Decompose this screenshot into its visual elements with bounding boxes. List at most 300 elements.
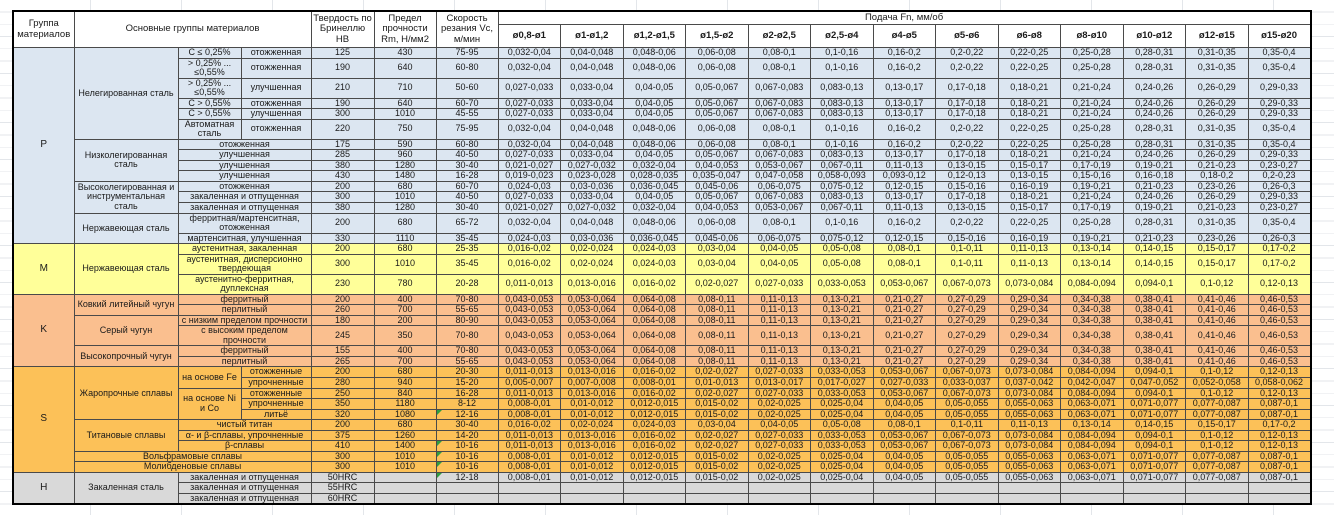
material-group-cell[interactable]: Молибденовые сплавы bbox=[74, 462, 311, 473]
subgroup-cell[interactable]: отожженная bbox=[178, 139, 311, 150]
feed-cell[interactable]: 0,08-0,11 bbox=[686, 305, 749, 316]
feed-cell[interactable]: 0,013-0,016 bbox=[561, 367, 624, 378]
feed-cell[interactable] bbox=[623, 483, 686, 494]
speed-cell[interactable]: 16-28 bbox=[436, 388, 498, 399]
feed-cell[interactable]: 0,077-0,087 bbox=[1186, 472, 1249, 483]
feed-cell[interactable]: 0,087-0,1 bbox=[1248, 472, 1311, 483]
subgroup-cell[interactable]: ферритная/мартенситная, отожженная bbox=[178, 213, 311, 233]
feed-cell[interactable]: 0,027-0,033 bbox=[498, 109, 561, 120]
feed-cell[interactable]: 0,21-0,23 bbox=[1186, 160, 1249, 171]
hardness-cell[interactable]: 300 bbox=[311, 462, 374, 473]
condition-cell[interactable]: отожженная bbox=[241, 48, 311, 59]
feed-cell[interactable]: 0,033-0,037 bbox=[936, 378, 999, 389]
feed-cell[interactable]: 0,1-0,16 bbox=[811, 139, 874, 150]
feed-cell[interactable]: 0,14-0,15 bbox=[1123, 420, 1186, 431]
feed-cell[interactable]: 0,048-0,06 bbox=[623, 58, 686, 78]
condition-cell[interactable]: упрочненные bbox=[241, 399, 311, 410]
hardness-cell[interactable]: 250 bbox=[311, 388, 374, 399]
feed-cell[interactable]: 0,043-0,053 bbox=[498, 346, 561, 357]
material-group-cell[interactable]: Ковкий литейный чугун bbox=[74, 294, 178, 315]
hardness-cell[interactable]: 50HRC bbox=[311, 472, 374, 483]
feed-cell[interactable]: 0,043-0,053 bbox=[498, 326, 561, 346]
feed-cell[interactable]: 0,38-0,41 bbox=[1123, 326, 1186, 346]
feed-cell[interactable]: 0,083-0,13 bbox=[811, 78, 874, 98]
feed-cell[interactable]: 0,013-0,016 bbox=[561, 441, 624, 452]
feed-cell[interactable]: 0,27-0,29 bbox=[936, 315, 999, 326]
material-group-cell[interactable]: Жаропрочные сплавы bbox=[74, 367, 178, 420]
strength-cell[interactable]: 700 bbox=[374, 305, 436, 316]
feed-cell[interactable]: 0,019-0,023 bbox=[498, 171, 561, 182]
feed-cell[interactable]: 0,12-0,13 bbox=[1248, 388, 1311, 399]
feed-cell[interactable]: 0,02-0,027 bbox=[686, 430, 749, 441]
subgroup-cell[interactable]: Автоматная сталь bbox=[178, 119, 241, 139]
feed-cell[interactable]: 0,23-0,27 bbox=[1248, 202, 1311, 213]
speed-cell[interactable]: 60-70 bbox=[436, 181, 498, 192]
material-group-cell[interactable]: Высокопрочный чугун bbox=[74, 346, 178, 367]
strength-cell[interactable]: 1280 bbox=[374, 202, 436, 213]
speed-cell[interactable]: 70-80 bbox=[436, 326, 498, 346]
feed-cell[interactable]: 0,29-0,34 bbox=[998, 294, 1061, 305]
feed-cell[interactable]: 0,24-0,26 bbox=[1123, 192, 1186, 203]
feed-cell[interactable]: 0,05-0,055 bbox=[936, 472, 999, 483]
feed-cell[interactable]: 0,067-0,073 bbox=[936, 430, 999, 441]
feed-cell[interactable]: 0,08-0,11 bbox=[686, 326, 749, 346]
subgroup-cell[interactable]: закаленная и отпущенная bbox=[178, 483, 311, 494]
feed-cell[interactable]: 0,016-0,02 bbox=[498, 254, 561, 274]
feed-cell[interactable]: 0,073-0,084 bbox=[998, 367, 1061, 378]
subgroup-cell[interactable]: мартенситная, улучшенная bbox=[178, 233, 311, 244]
feed-cell[interactable]: 0,015-0,02 bbox=[686, 472, 749, 483]
feed-cell[interactable]: 0,2-0,22 bbox=[936, 139, 999, 150]
feed-cell[interactable]: 0,17-0,2 bbox=[1248, 254, 1311, 274]
subgroup-cell[interactable]: α- и β-сплавы, упрочненные bbox=[178, 430, 311, 441]
feed-cell[interactable]: 0,13-0,21 bbox=[811, 294, 874, 305]
feed-cell[interactable]: 0,03-0,04 bbox=[686, 254, 749, 274]
feed-cell[interactable]: 0,077-0,087 bbox=[1186, 399, 1249, 410]
feed-cell[interactable]: 0,011-0,013 bbox=[498, 441, 561, 452]
hardness-cell[interactable]: 260 bbox=[311, 305, 374, 316]
feed-cell[interactable]: 0,21-0,27 bbox=[873, 326, 936, 346]
feed-cell[interactable]: 0,29-0,33 bbox=[1248, 192, 1311, 203]
feed-cell[interactable]: 0,013-0,016 bbox=[561, 388, 624, 399]
feed-cell[interactable]: 0,18-0,21 bbox=[998, 150, 1061, 161]
hardness-cell[interactable]: 380 bbox=[311, 160, 374, 171]
feed-cell[interactable]: 0,025-0,04 bbox=[811, 399, 874, 410]
feed-cell[interactable]: 0,063-0,071 bbox=[1061, 409, 1124, 420]
feed-cell[interactable]: 0,027-0,033 bbox=[498, 150, 561, 161]
feed-cell[interactable]: 0,21-0,27 bbox=[873, 294, 936, 305]
feed-cell[interactable]: 0,18-0,21 bbox=[998, 78, 1061, 98]
feed-cell[interactable] bbox=[936, 483, 999, 494]
feed-cell[interactable]: 0,02-0,024 bbox=[561, 420, 624, 431]
feed-cell[interactable]: 0,21-0,23 bbox=[1186, 202, 1249, 213]
feed-cell[interactable]: 0,04-0,05 bbox=[748, 254, 811, 274]
feed-cell[interactable]: 0,035-0,047 bbox=[686, 171, 749, 182]
feed-cell[interactable]: 0,29-0,34 bbox=[998, 346, 1061, 357]
strength-cell[interactable]: 1280 bbox=[374, 160, 436, 171]
feed-cell[interactable]: 0,13-0,21 bbox=[811, 356, 874, 367]
material-group-cell[interactable]: Титановые сплавы bbox=[74, 420, 178, 452]
feed-cell[interactable]: 0,06-0,08 bbox=[686, 48, 749, 59]
feed-cell[interactable]: 0,17-0,18 bbox=[936, 192, 999, 203]
hardness-cell[interactable]: 210 bbox=[311, 78, 374, 98]
feed-cell[interactable]: 0,35-0,4 bbox=[1248, 139, 1311, 150]
feed-cell[interactable]: 0,058-0,062 bbox=[1248, 378, 1311, 389]
strength-cell[interactable]: 680 bbox=[374, 367, 436, 378]
feed-cell[interactable] bbox=[1186, 483, 1249, 494]
feed-cell[interactable]: 0,05-0,067 bbox=[686, 98, 749, 109]
feed-cell[interactable]: 0,053-0,067 bbox=[748, 202, 811, 213]
speed-cell[interactable]: 30-40 bbox=[436, 202, 498, 213]
feed-cell[interactable]: 0,1-0,11 bbox=[936, 420, 999, 431]
material-group-cell[interactable]: Вольфрамовые сплавы bbox=[74, 451, 311, 462]
feed-cell[interactable]: 0,05-0,08 bbox=[811, 244, 874, 255]
feed-cell[interactable]: 0,01-0,012 bbox=[561, 462, 624, 473]
feed-cell[interactable]: 0,1-0,16 bbox=[811, 58, 874, 78]
feed-cell[interactable]: 0,027-0,033 bbox=[498, 98, 561, 109]
feed-cell[interactable]: 0,22-0,25 bbox=[998, 58, 1061, 78]
feed-cell[interactable]: 0,01-0,012 bbox=[561, 451, 624, 462]
speed-cell[interactable]: 20-30 bbox=[436, 367, 498, 378]
strength-cell[interactable]: 780 bbox=[374, 274, 436, 294]
feed-cell[interactable]: 0,083-0,13 bbox=[811, 98, 874, 109]
strength-cell[interactable]: 680 bbox=[374, 213, 436, 233]
feed-cell[interactable]: 0,077-0,087 bbox=[1186, 409, 1249, 420]
feed-cell[interactable] bbox=[686, 483, 749, 494]
hardness-cell[interactable]: 285 bbox=[311, 150, 374, 161]
feed-cell[interactable]: 0,21-0,24 bbox=[1061, 192, 1124, 203]
speed-cell[interactable]: 30-40 bbox=[436, 160, 498, 171]
feed-cell[interactable]: 0,12-0,13 bbox=[936, 171, 999, 182]
feed-cell[interactable]: 0,04-0,05 bbox=[623, 98, 686, 109]
speed-cell[interactable] bbox=[436, 493, 498, 504]
feed-cell[interactable]: 0,38-0,41 bbox=[1123, 356, 1186, 367]
feed-cell[interactable] bbox=[936, 493, 999, 504]
col-header-diameter-11[interactable]: ø12-ø15 bbox=[1186, 25, 1249, 48]
strength-cell[interactable]: 1080 bbox=[374, 409, 436, 420]
feed-cell[interactable]: 0,2-0,22 bbox=[936, 58, 999, 78]
col-header-diameter-9[interactable]: ø8-ø10 bbox=[1061, 25, 1124, 48]
feed-cell[interactable]: 0,032-0,04 bbox=[498, 213, 561, 233]
feed-cell[interactable]: 0,19-0,21 bbox=[1123, 202, 1186, 213]
feed-cell[interactable]: 0,033-0,04 bbox=[561, 98, 624, 109]
feed-cell[interactable]: 0,067-0,073 bbox=[936, 388, 999, 399]
feed-cell[interactable]: 0,077-0,087 bbox=[1186, 462, 1249, 473]
feed-cell[interactable]: 0,032-0,04 bbox=[498, 119, 561, 139]
feed-cell[interactable]: 0,14-0,15 bbox=[1123, 254, 1186, 274]
speed-cell[interactable]: 40-50 bbox=[436, 192, 498, 203]
hardness-cell[interactable]: 200 bbox=[311, 367, 374, 378]
feed-cell[interactable]: 0,34-0,38 bbox=[1061, 326, 1124, 346]
feed-cell[interactable]: 0,071-0,077 bbox=[1123, 462, 1186, 473]
feed-cell[interactable]: 0,15-0,17 bbox=[1186, 420, 1249, 431]
col-header-tensile-strength[interactable]: Предел прочности Rm, Н/мм2 bbox=[374, 11, 436, 48]
feed-cell[interactable]: 0,2-0,22 bbox=[936, 48, 999, 59]
feed-cell[interactable]: 0,045-0,06 bbox=[686, 181, 749, 192]
feed-cell[interactable]: 0,016-0,02 bbox=[498, 244, 561, 255]
feed-cell[interactable]: 0,033-0,053 bbox=[811, 441, 874, 452]
feed-cell[interactable]: 0,18-0,2 bbox=[1186, 171, 1249, 182]
speed-cell[interactable]: 10-16 bbox=[436, 441, 498, 452]
feed-cell[interactable]: 0,2-0,23 bbox=[1248, 171, 1311, 182]
feed-cell[interactable]: 0,31-0,35 bbox=[1186, 58, 1249, 78]
feed-cell[interactable]: 0,04-0,053 bbox=[686, 160, 749, 171]
feed-cell[interactable]: 0,067-0,073 bbox=[936, 367, 999, 378]
col-header-diameter-6[interactable]: ø4-ø5 bbox=[873, 25, 936, 48]
subgroup-cell[interactable]: на основе Fe bbox=[178, 367, 241, 388]
feed-cell[interactable]: 0,1-0,16 bbox=[811, 213, 874, 233]
feed-cell[interactable] bbox=[561, 483, 624, 494]
feed-cell[interactable]: 0,21-0,24 bbox=[1061, 150, 1124, 161]
feed-cell[interactable]: 0,094-0,1 bbox=[1123, 367, 1186, 378]
feed-cell[interactable]: 0,073-0,084 bbox=[998, 441, 1061, 452]
feed-cell[interactable]: 0,17-0,2 bbox=[1248, 244, 1311, 255]
feed-cell[interactable]: 0,087-0,1 bbox=[1248, 409, 1311, 420]
hardness-cell[interactable]: 200 bbox=[311, 181, 374, 192]
speed-cell[interactable]: 8-12 bbox=[436, 399, 498, 410]
feed-cell[interactable]: 0,27-0,29 bbox=[936, 305, 999, 316]
feed-cell[interactable]: 0,027-0,033 bbox=[748, 367, 811, 378]
feed-cell[interactable]: 0,11-0,13 bbox=[748, 356, 811, 367]
feed-cell[interactable]: 0,055-0,063 bbox=[998, 399, 1061, 410]
feed-cell[interactable]: 0,016-0,02 bbox=[623, 388, 686, 399]
strength-cell[interactable]: 1010 bbox=[374, 192, 436, 203]
feed-cell[interactable]: 0,016-0,02 bbox=[623, 441, 686, 452]
feed-cell[interactable]: 0,16-0,19 bbox=[998, 233, 1061, 244]
material-group-cell[interactable]: Нелегированная сталь bbox=[74, 48, 178, 140]
subgroup-cell[interactable]: > 0,25% ... ≤0,55% bbox=[178, 58, 241, 78]
feed-cell[interactable]: 0,21-0,27 bbox=[873, 356, 936, 367]
strength-cell[interactable]: 400 bbox=[374, 346, 436, 357]
feed-cell[interactable]: 0,08-0,1 bbox=[873, 244, 936, 255]
feed-cell[interactable]: 0,013-0,016 bbox=[561, 430, 624, 441]
feed-cell[interactable]: 0,033-0,04 bbox=[561, 192, 624, 203]
strength-cell[interactable] bbox=[374, 472, 436, 483]
feed-cell[interactable]: 0,25-0,28 bbox=[1061, 139, 1124, 150]
feed-cell[interactable]: 0,03-0,04 bbox=[686, 244, 749, 255]
feed-cell[interactable]: 0,31-0,35 bbox=[1186, 119, 1249, 139]
feed-cell[interactable]: 0,15-0,17 bbox=[1186, 254, 1249, 274]
feed-cell[interactable]: 0,013-0,017 bbox=[748, 378, 811, 389]
feed-cell[interactable]: 0,071-0,077 bbox=[1123, 451, 1186, 462]
speed-cell[interactable]: 12-16 bbox=[436, 409, 498, 420]
feed-cell[interactable]: 0,083-0,13 bbox=[811, 192, 874, 203]
col-header-material-group[interactable]: Группа материалов bbox=[13, 11, 74, 48]
speed-cell[interactable]: 75-95 bbox=[436, 48, 498, 59]
hardness-cell[interactable]: 300 bbox=[311, 451, 374, 462]
feed-cell[interactable]: 0,05-0,055 bbox=[936, 462, 999, 473]
hardness-cell[interactable]: 300 bbox=[311, 254, 374, 274]
feed-cell[interactable]: 0,46-0,53 bbox=[1248, 326, 1311, 346]
feed-cell[interactable]: 0,045-0,06 bbox=[686, 233, 749, 244]
feed-cell[interactable]: 0,15-0,16 bbox=[1061, 171, 1124, 182]
speed-cell[interactable]: 14-20 bbox=[436, 430, 498, 441]
hardness-cell[interactable]: 320 bbox=[311, 409, 374, 420]
hardness-cell[interactable]: 200 bbox=[311, 420, 374, 431]
group-letter-cell[interactable]: H bbox=[13, 472, 74, 504]
feed-cell[interactable]: 0,24-0,26 bbox=[1123, 78, 1186, 98]
feed-cell[interactable]: 0,29-0,34 bbox=[998, 315, 1061, 326]
hardness-cell[interactable]: 245 bbox=[311, 326, 374, 346]
feed-cell[interactable]: 0,075-0,12 bbox=[811, 181, 874, 192]
speed-cell[interactable] bbox=[436, 483, 498, 494]
feed-cell[interactable]: 0,063-0,071 bbox=[1061, 462, 1124, 473]
feed-cell[interactable]: 0,28-0,31 bbox=[1123, 58, 1186, 78]
feed-cell[interactable]: 0,13-0,17 bbox=[873, 109, 936, 120]
strength-cell[interactable]: 200 bbox=[374, 315, 436, 326]
feed-cell[interactable]: 0,1-0,11 bbox=[936, 254, 999, 274]
col-header-diameter-8[interactable]: ø6-ø8 bbox=[998, 25, 1061, 48]
hardness-cell[interactable]: 155 bbox=[311, 346, 374, 357]
feed-cell[interactable]: 0,13-0,15 bbox=[936, 160, 999, 171]
condition-cell[interactable]: отожженные bbox=[241, 388, 311, 399]
speed-cell[interactable]: 15-20 bbox=[436, 378, 498, 389]
feed-cell[interactable]: 0,2-0,22 bbox=[936, 213, 999, 233]
feed-cell[interactable]: 0,13-0,21 bbox=[811, 305, 874, 316]
feed-cell[interactable]: 0,067-0,083 bbox=[748, 109, 811, 120]
strength-cell[interactable]: 1400 bbox=[374, 441, 436, 452]
feed-cell[interactable]: 0,11-0,13 bbox=[873, 202, 936, 213]
feed-cell[interactable] bbox=[498, 483, 561, 494]
feed-cell[interactable] bbox=[561, 493, 624, 504]
feed-cell[interactable]: 0,02-0,024 bbox=[561, 254, 624, 274]
feed-cell[interactable]: 0,093-0,12 bbox=[873, 171, 936, 182]
feed-cell[interactable] bbox=[873, 483, 936, 494]
subgroup-cell[interactable]: с высоким пределом прочности bbox=[178, 326, 311, 346]
feed-cell[interactable]: 0,2-0,22 bbox=[936, 119, 999, 139]
feed-cell[interactable] bbox=[811, 483, 874, 494]
feed-cell[interactable]: 0,05-0,067 bbox=[686, 78, 749, 98]
condition-cell[interactable]: упрочненные bbox=[241, 378, 311, 389]
strength-cell[interactable]: 960 bbox=[374, 150, 436, 161]
feed-cell[interactable]: 0,11-0,13 bbox=[998, 420, 1061, 431]
feed-cell[interactable] bbox=[1186, 493, 1249, 504]
feed-cell[interactable]: 0,033-0,053 bbox=[811, 274, 874, 294]
feed-cell[interactable]: 0,016-0,02 bbox=[623, 367, 686, 378]
feed-cell[interactable]: 0,015-0,02 bbox=[686, 462, 749, 473]
feed-cell[interactable]: 0,46-0,53 bbox=[1248, 305, 1311, 316]
feed-cell[interactable]: 0,025-0,04 bbox=[811, 451, 874, 462]
feed-cell[interactable]: 0,033-0,053 bbox=[811, 430, 874, 441]
feed-cell[interactable]: 0,063-0,071 bbox=[1061, 399, 1124, 410]
feed-cell[interactable]: 0,015-0,02 bbox=[686, 399, 749, 410]
feed-cell[interactable]: 0,11-0,13 bbox=[748, 346, 811, 357]
feed-cell[interactable]: 0,037-0,042 bbox=[998, 378, 1061, 389]
feed-cell[interactable]: 0,29-0,33 bbox=[1248, 109, 1311, 120]
feed-cell[interactable]: 0,02-0,025 bbox=[748, 462, 811, 473]
hardness-cell[interactable]: 375 bbox=[311, 430, 374, 441]
col-header-cutting-speed[interactable]: Скорость резания Vc, м/мин bbox=[436, 11, 498, 48]
feed-cell[interactable]: 0,055-0,063 bbox=[998, 472, 1061, 483]
feed-cell[interactable]: 0,048-0,06 bbox=[623, 213, 686, 233]
feed-cell[interactable]: 0,067-0,11 bbox=[811, 202, 874, 213]
feed-cell[interactable]: 0,29-0,33 bbox=[1248, 150, 1311, 161]
feed-cell[interactable]: 0,053-0,067 bbox=[873, 388, 936, 399]
feed-cell[interactable]: 0,11-0,13 bbox=[998, 254, 1061, 274]
feed-cell[interactable]: 0,008-0,01 bbox=[498, 409, 561, 420]
feed-cell[interactable]: 0,067-0,083 bbox=[748, 98, 811, 109]
feed-cell[interactable]: 0,26-0,3 bbox=[1248, 233, 1311, 244]
feed-cell[interactable]: 0,17-0,18 bbox=[936, 150, 999, 161]
feed-cell[interactable]: 0,04-0,05 bbox=[623, 150, 686, 161]
feed-cell[interactable]: 0,12-0,15 bbox=[873, 181, 936, 192]
feed-cell[interactable]: 0,31-0,35 bbox=[1186, 213, 1249, 233]
feed-cell[interactable]: 0,29-0,34 bbox=[998, 305, 1061, 316]
feed-cell[interactable]: 0,13-0,21 bbox=[811, 315, 874, 326]
feed-cell[interactable]: 0,04-0,048 bbox=[561, 139, 624, 150]
feed-cell[interactable]: 0,06-0,08 bbox=[686, 139, 749, 150]
feed-cell[interactable]: 0,08-0,11 bbox=[686, 346, 749, 357]
feed-cell[interactable]: 0,16-0,18 bbox=[1123, 171, 1186, 182]
feed-cell[interactable]: 0,16-0,2 bbox=[873, 48, 936, 59]
feed-cell[interactable]: 0,055-0,063 bbox=[998, 462, 1061, 473]
feed-cell[interactable]: 0,016-0,02 bbox=[623, 430, 686, 441]
feed-cell[interactable]: 0,087-0,1 bbox=[1248, 399, 1311, 410]
strength-cell[interactable]: 590 bbox=[374, 139, 436, 150]
feed-cell[interactable]: 0,29-0,33 bbox=[1248, 78, 1311, 98]
subgroup-cell[interactable]: > 0,25% ... ≤0,55% bbox=[178, 78, 241, 98]
feed-cell[interactable]: 0,24-0,26 bbox=[1123, 109, 1186, 120]
feed-cell[interactable]: 0,077-0,087 bbox=[1186, 451, 1249, 462]
hardness-cell[interactable]: 220 bbox=[311, 119, 374, 139]
feed-cell[interactable]: 0,094-0,1 bbox=[1123, 274, 1186, 294]
feed-cell[interactable]: 0,005-0,007 bbox=[498, 378, 561, 389]
subgroup-cell[interactable]: закаленная и отпущенная bbox=[178, 493, 311, 504]
feed-cell[interactable]: 0,024-0,03 bbox=[623, 244, 686, 255]
feed-cell[interactable]: 0,08-0,11 bbox=[686, 294, 749, 305]
feed-cell[interactable]: 0,084-0,094 bbox=[1061, 430, 1124, 441]
feed-cell[interactable]: 0,04-0,05 bbox=[748, 420, 811, 431]
feed-cell[interactable]: 0,073-0,084 bbox=[998, 274, 1061, 294]
feed-cell[interactable]: 0,05-0,055 bbox=[936, 409, 999, 420]
feed-cell[interactable]: 0,047-0,058 bbox=[748, 171, 811, 182]
strength-cell[interactable] bbox=[374, 483, 436, 494]
feed-cell[interactable]: 0,02-0,027 bbox=[686, 274, 749, 294]
speed-cell[interactable]: 60-80 bbox=[436, 58, 498, 78]
feed-cell[interactable]: 0,13-0,21 bbox=[811, 346, 874, 357]
feed-cell[interactable] bbox=[623, 493, 686, 504]
subgroup-cell[interactable]: C > 0,55% bbox=[178, 98, 241, 109]
feed-cell[interactable]: 0,027-0,033 bbox=[498, 192, 561, 203]
speed-cell[interactable]: 35-45 bbox=[436, 254, 498, 274]
feed-cell[interactable]: 0,008-0,01 bbox=[623, 378, 686, 389]
group-letter-cell[interactable]: P bbox=[13, 48, 74, 244]
feed-cell[interactable]: 0,26-0,29 bbox=[1186, 150, 1249, 161]
feed-cell[interactable]: 0,01-0,013 bbox=[686, 378, 749, 389]
speed-cell[interactable]: 30-40 bbox=[436, 420, 498, 431]
feed-cell[interactable]: 0,027-0,033 bbox=[748, 441, 811, 452]
feed-cell[interactable]: 0,087-0,1 bbox=[1248, 451, 1311, 462]
hardness-cell[interactable]: 300 bbox=[311, 192, 374, 203]
feed-cell[interactable]: 0,17-0,19 bbox=[1061, 202, 1124, 213]
speed-cell[interactable]: 75-95 bbox=[436, 119, 498, 139]
speed-cell[interactable]: 20-28 bbox=[436, 274, 498, 294]
feed-cell[interactable]: 0,29-0,33 bbox=[1248, 98, 1311, 109]
feed-cell[interactable]: 0,11-0,13 bbox=[748, 326, 811, 346]
feed-cell[interactable]: 0,16-0,19 bbox=[998, 181, 1061, 192]
feed-cell[interactable]: 0,46-0,53 bbox=[1248, 315, 1311, 326]
feed-cell[interactable]: 0,05-0,08 bbox=[811, 420, 874, 431]
material-group-cell[interactable]: Нержавеющая сталь bbox=[74, 213, 178, 244]
feed-cell[interactable]: 0,08-0,1 bbox=[748, 213, 811, 233]
feed-cell[interactable] bbox=[1123, 493, 1186, 504]
feed-cell[interactable]: 0,13-0,17 bbox=[873, 150, 936, 161]
feed-cell[interactable]: 0,13-0,15 bbox=[936, 202, 999, 213]
speed-cell[interactable]: 60-70 bbox=[436, 98, 498, 109]
feed-cell[interactable]: 0,04-0,048 bbox=[561, 58, 624, 78]
feed-cell[interactable]: 0,12-0,15 bbox=[873, 233, 936, 244]
feed-cell[interactable]: 0,027-0,033 bbox=[748, 388, 811, 399]
